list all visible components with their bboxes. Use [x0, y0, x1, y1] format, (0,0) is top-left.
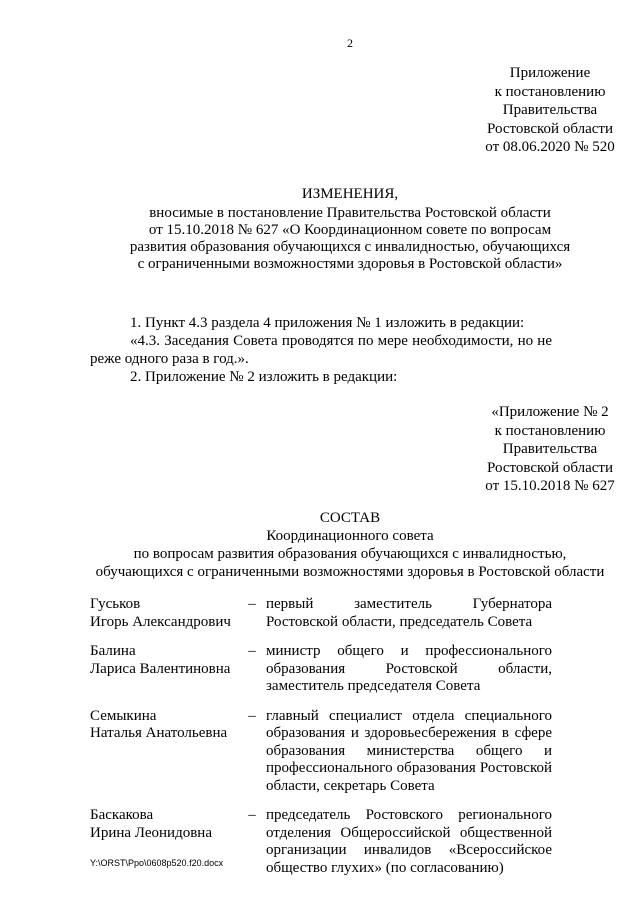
appendix-header — [440, 64, 640, 157]
appendix2-header-line: Правительства — [502, 441, 598, 457]
member-role: министр общего и профессионального образования Ростовской области, заместитель председателя Совета — [266, 643, 552, 694]
member-row — [90, 708, 552, 796]
composition-line: обучающихся с ограниченными возможностями здоровья в Ростовской области — [95, 564, 605, 580]
member-name — [90, 596, 238, 631]
member-surname: Баскакова — [90, 807, 154, 823]
member-dash: – — [248, 707, 256, 724]
page-number: 2 — [347, 36, 353, 50]
file-path-footer: Y:\ORST\Ppo\0608p520.f20.docx — [90, 858, 224, 868]
member-given-name: Лариса Валентиновна — [90, 660, 231, 677]
appendix-header-line: Приложение — [509, 65, 591, 81]
member-role: председатель Ростовского регионального отделения Общероссийской общественной организации инвалидов «Всероссийское общество глухих» (по согласованию) — [266, 807, 552, 876]
title-line: с ограниченными возможностями здоровья в Ростовской области» — [137, 256, 563, 272]
member-dash: – — [248, 643, 256, 659]
body-item-2: 2. Приложение № 2 изложить в редакции: — [130, 369, 398, 385]
document-title — [0, 186, 640, 273]
member-given-name: Наталья Анатольевна — [90, 725, 228, 741]
appendix-header-line: от 08.06.2020 № 520 — [485, 139, 615, 155]
member-given-name: Игорь Александрович — [90, 613, 231, 630]
appendix2-header-line: к постановлению — [494, 422, 606, 439]
composition-title — [0, 509, 640, 581]
composition-line: по вопросам развития образования обучающихся с инвалидностью, — [133, 546, 567, 562]
member-dash: – — [248, 596, 256, 612]
member-dash: – — [248, 807, 256, 823]
member-given-name: Ирина Леонидовна — [90, 824, 212, 841]
appendix2-header-line: от 15.10.2018 № 627 — [485, 478, 615, 494]
members-list — [90, 596, 552, 889]
member-name — [90, 708, 238, 796]
appendix-header-line: к постановлению — [494, 83, 606, 100]
title-line: от 15.10.2018 № 627 «О Координационном совете по вопросам — [148, 222, 552, 238]
title-heading: ИЗМЕНЕНИЯ, — [301, 186, 399, 202]
appendix2-header — [440, 403, 640, 496]
member-surname: Семыкина — [90, 707, 157, 724]
member-role: главный специалист отдела специального образования и здоровьесбережения в сфере образования министерства общего и профессионального образования Ростовской области, секретарь Совета — [266, 707, 552, 794]
member-row — [90, 643, 552, 696]
title-line: вносимые в постановление Правительства Ростовской области — [149, 205, 551, 221]
body-quote: «4.3. Заседания Совета проводятся по мере необходимости, но не реже одного раза в год.». — [90, 333, 552, 367]
member-surname: Балина — [90, 643, 136, 659]
appendix-header-line: Правительства — [502, 102, 598, 118]
composition-heading: СОСТАВ — [319, 510, 381, 526]
appendix2-header-line: «Приложение № 2 — [491, 404, 609, 420]
member-surname: Гуськов — [90, 596, 141, 612]
appendix-header-line: Ростовской области — [487, 120, 613, 137]
appendix2-header-line: Ростовской области — [487, 459, 613, 476]
composition-line: Координационного совета — [266, 528, 434, 544]
member-name — [90, 643, 238, 696]
member-role: первый заместитель Губернатора Ростовской области, председатель Совета — [266, 596, 552, 630]
member-row — [90, 596, 552, 631]
body-item-1: 1. Пункт 4.3 раздела 4 приложения № 1 изложить в редакции: — [130, 315, 525, 331]
title-line: развития образования обучающихся с инвалидностью, обучающихся — [129, 239, 571, 255]
